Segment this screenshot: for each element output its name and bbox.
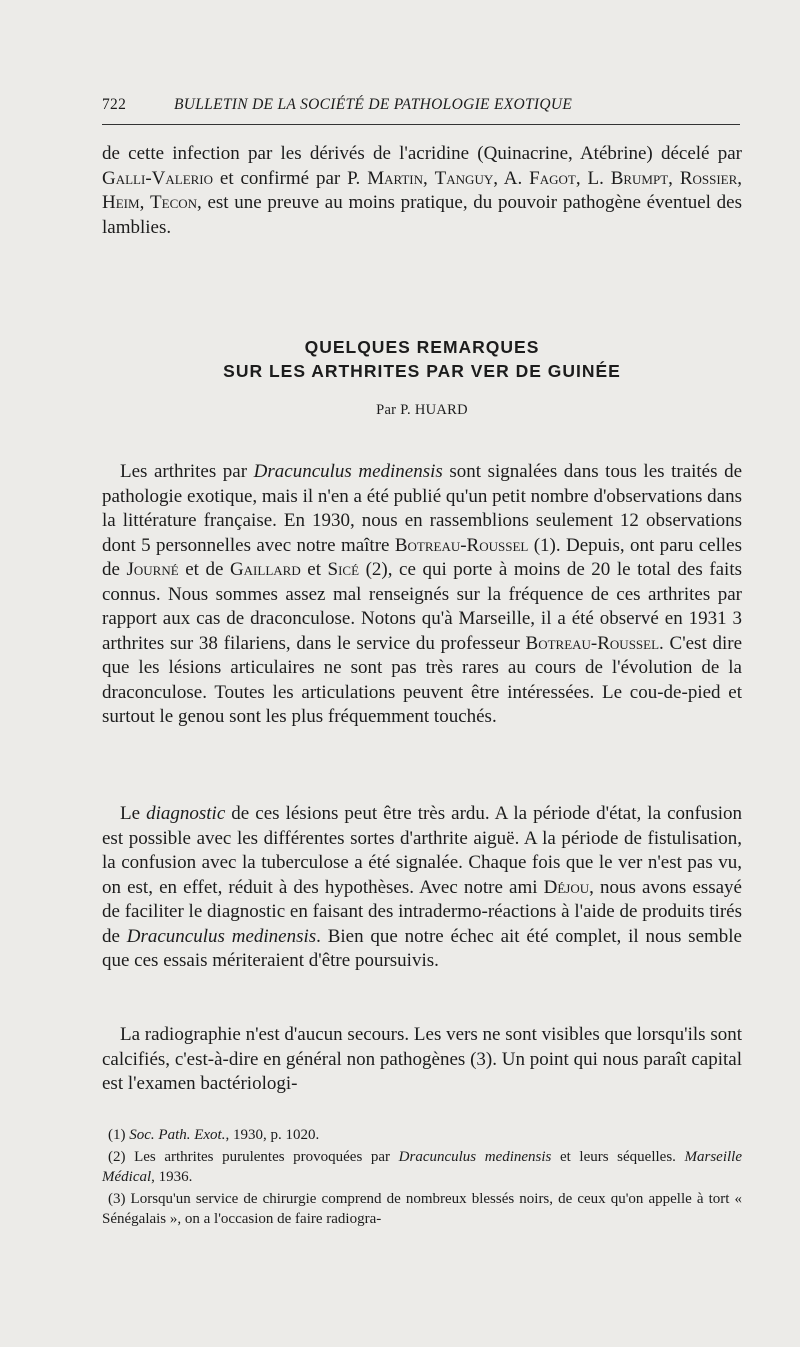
author-name: Tecon: [150, 192, 198, 213]
body-paragraph-2: Le diagnostic de ces lésions peut être très ardu. A la période d'état, la confusion est possible avec les différentes sortes d'arthrite aiguë. A la période de fistulisation, la confusion avec la tuberculose a été signalée. Chaque fois que le ver n'est pas vu, on est, en effet, réduit à des hypothèses. Avec notre ami Déjou, nous avons essayé de faciliter le diagnostic en faisant des intradermo-réactions à l'aide de produits tirés de Dracunculus medinensis. Bien que notre échec ait été complet, il nous semble que ces essais mériteraient d'être poursuivis.: [102, 803, 742, 971]
author-name: Fagot: [529, 167, 576, 189]
author-name: Heim: [102, 192, 140, 213]
page-number: 722: [102, 96, 127, 113]
author-name: Galli-Valerio: [102, 167, 214, 189]
header-rule: [102, 124, 740, 125]
article-byline: Par P. HUARD: [376, 402, 468, 418]
author-name: Tanguy: [434, 167, 494, 189]
footnote-3: (3) Lorsqu'un service de chirurgie comprend de nombreux blessés noirs, de ceux qu'on appelle à tort « Sénégalais », on a l'occasion de faire radiogra-: [102, 1191, 742, 1227]
footnote-1: (1) Soc. Path. Exot., 1930, p. 1020.: [108, 1127, 320, 1143]
author-name: Brumpt: [610, 167, 669, 189]
author-name: Botreau-Roussel: [525, 632, 660, 654]
article-title-line-1: QUELQUES REMARQUES: [304, 337, 540, 357]
author-name: Rossier: [679, 167, 738, 189]
author-name: Journé: [126, 559, 179, 580]
author-name: Gaillard: [229, 559, 301, 580]
author-name: Sicé: [327, 559, 360, 580]
body-paragraph-3: La radiographie n'est d'aucun secours. Les vers ne sont visibles que lorsqu'ils sont calcifiés, c'est-à-dire en général non pathogènes (3). Un point qui nous paraît capital est l'examen bactériologi-: [102, 1024, 742, 1094]
author-name: Déjou: [543, 876, 590, 898]
author-name: Martin: [367, 167, 424, 189]
intro-paragraph: de cette infection par les dérivés de l'acridine (Quinacrine, Atébrine) décelé par Galli-Valerio et confirmé par P. Martin, Tanguy, A. Fagot, L. Brumpt, Rossier, Heim, Tecon, est une preuve au moins pratique, du pouvoir pathogène éventuel des lamblies.: [102, 143, 743, 238]
footnotes: [102, 1125, 742, 1231]
footnote-2: (2) Les arthrites purulentes provoquées par Dracunculus medinensis et leurs séquelles. Marseille Médical, 1936.: [102, 1149, 743, 1185]
running-title: BULLETIN DE LA SOCIÉTÉ DE PATHOLOGIE EXOTIQUE: [174, 96, 573, 113]
article-title-line-2: SUR LES ARTHRITES PAR VER DE GUINÉE: [223, 361, 621, 381]
body-paragraph-1: Les arthrites par Dracunculus medinensis sont signalées dans tous les traités de pathologie exotique, mais il n'en a été publié qu'un petit nombre d'observations dans la littérature française. En 1930, nous en rassemblions seulement 12 observations dont 5 personnelles avec notre maître Botreau-Roussel (1). Depuis, ont paru celles de Journé et de Gaillard et Sicé (2), ce qui porte à moins de 20 le total des faits connus. Nous sommes assez mal renseignés sur la fréquence de ces arthrites par rapport aux cas de draconculose. Notons qu'à Marseille, il a été observé en 1931 3 arthrites sur 38 filariens, dans le service du professeur Botreau-Roussel. C'est dire que les lésions articulaires ne sont pas très rares au cours de l'évolution de la draconculose. Toutes les articulations peuvent être intéressées. Le cou-de-pied et surtout le genou sont les plus fréquemment touchés.: [102, 461, 743, 727]
author-name: Botreau-Roussel: [394, 534, 529, 556]
